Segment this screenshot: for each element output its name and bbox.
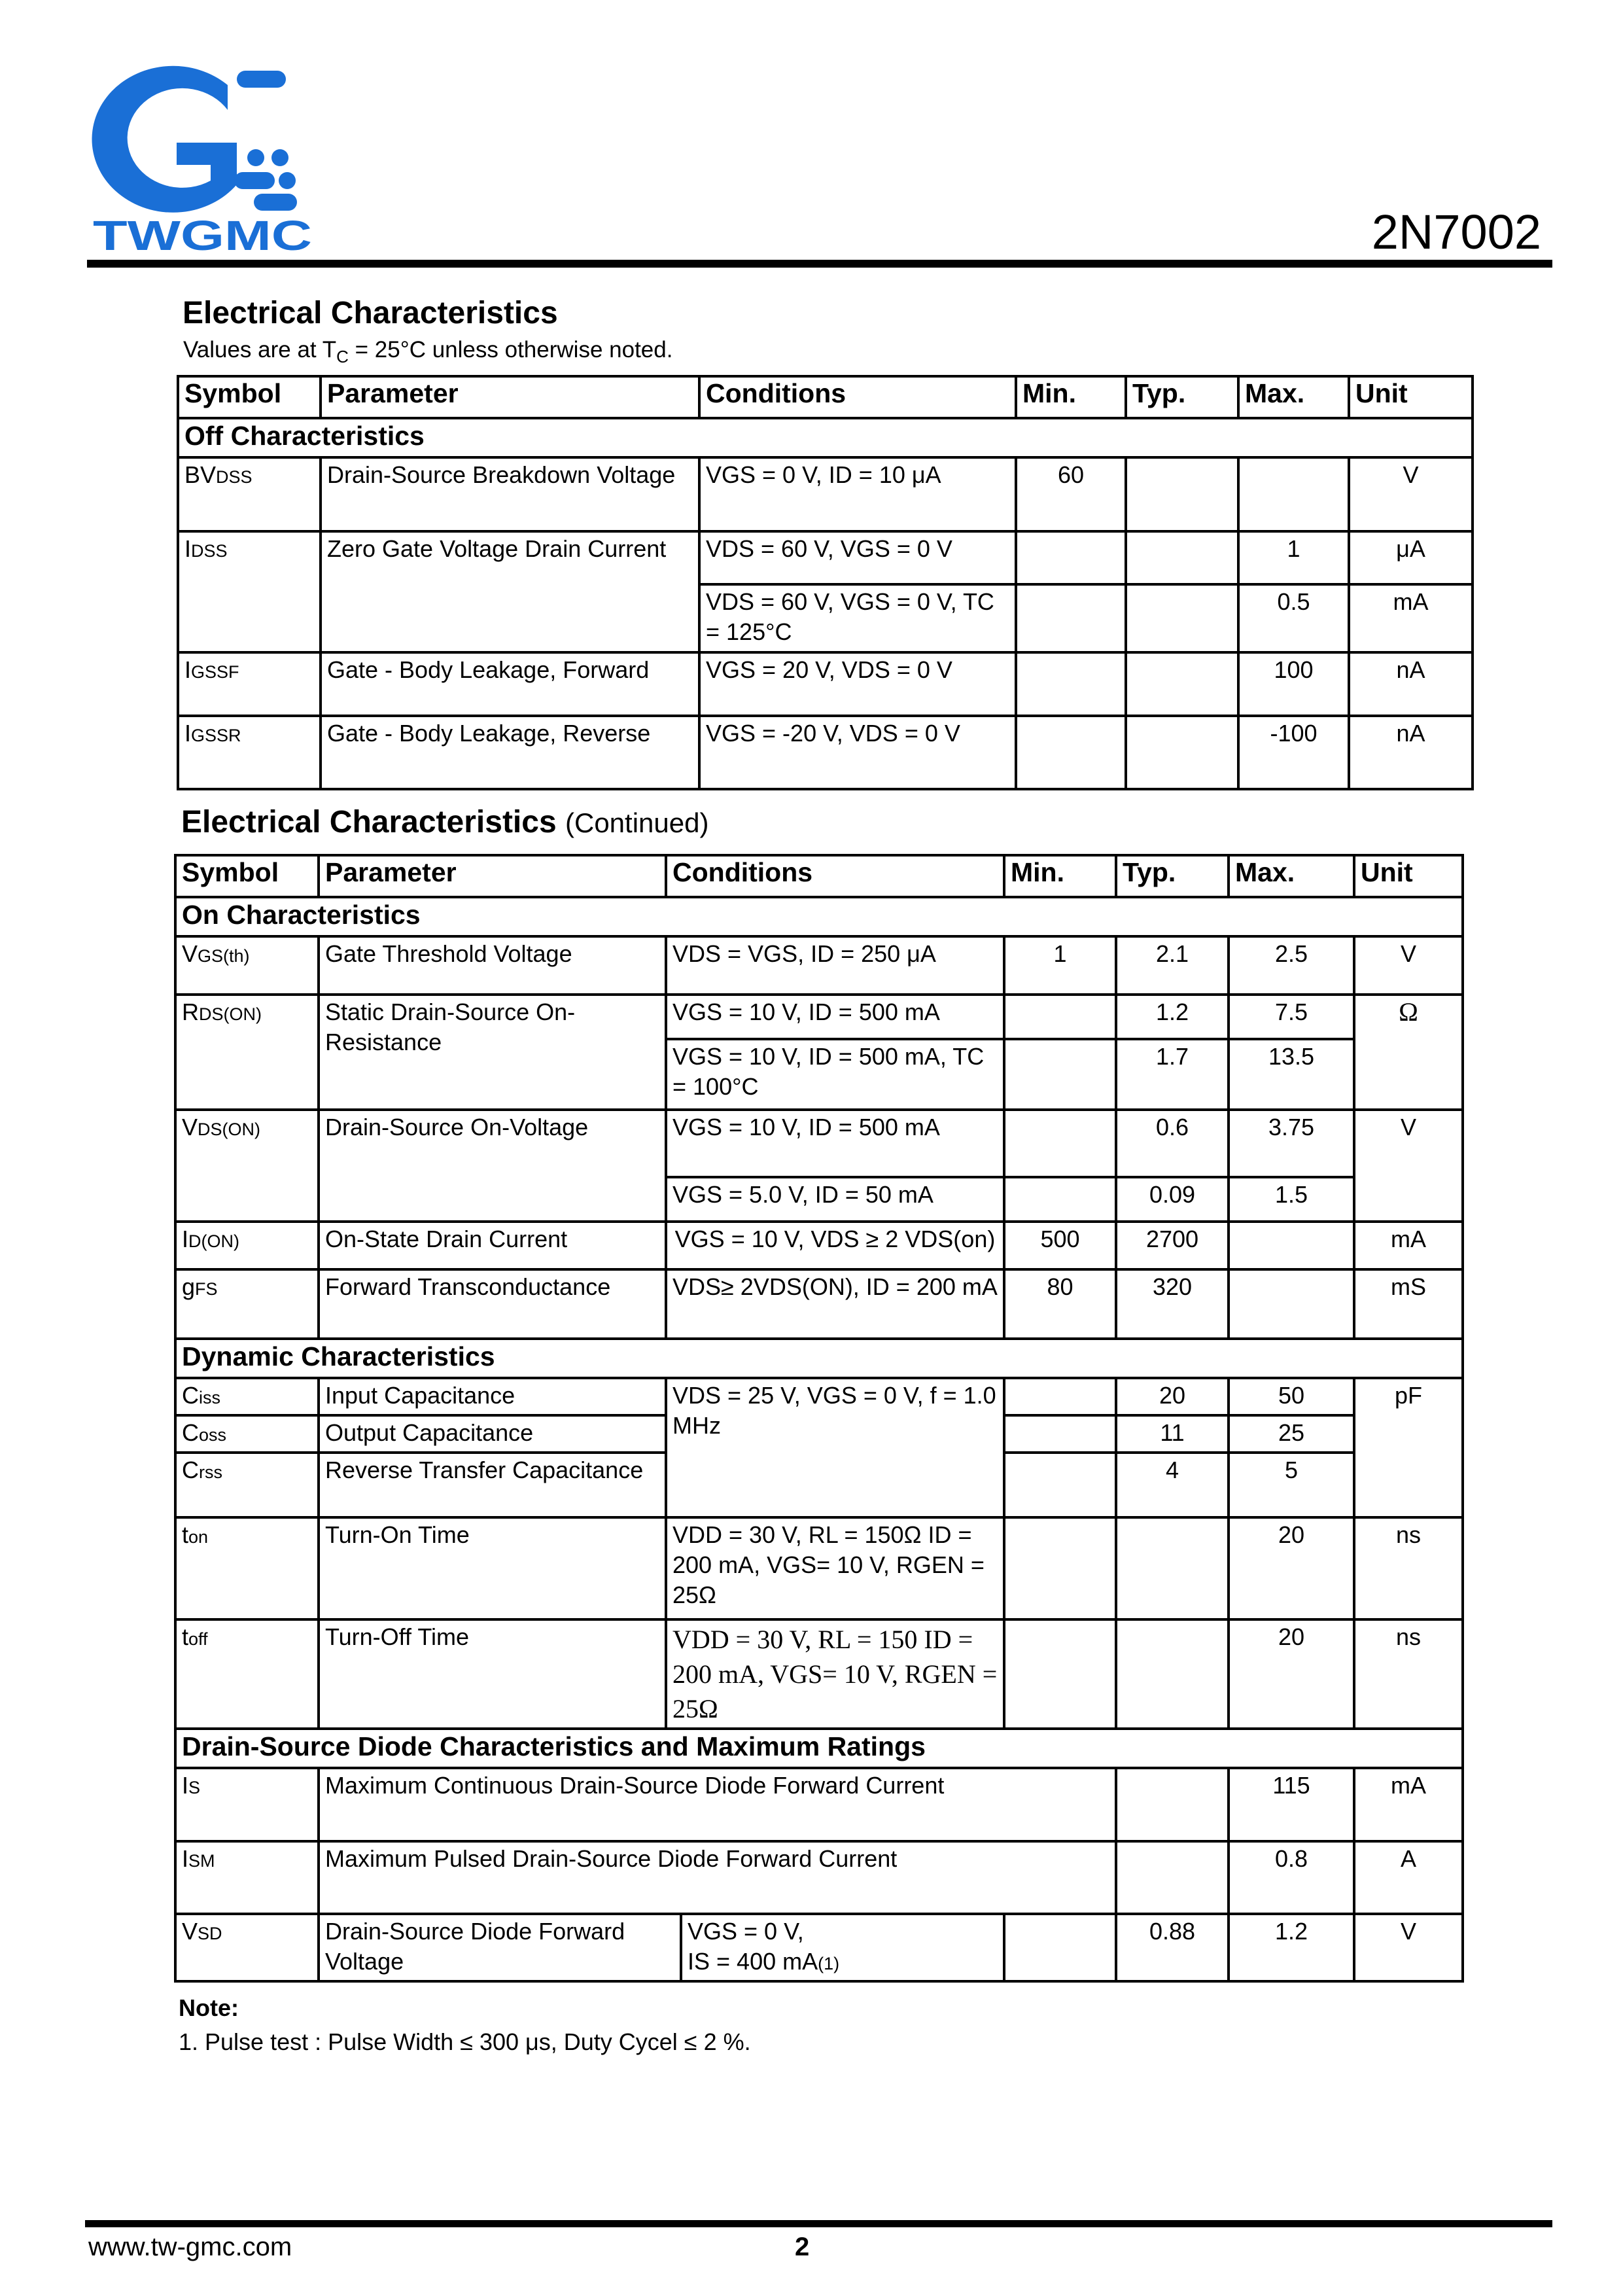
unit-cell: V [1349, 457, 1473, 531]
symbol-main: C [182, 1419, 199, 1446]
logo-text: TWGMC [93, 212, 312, 259]
typ-cell: 0.88 [1116, 1914, 1229, 1981]
typ-cell: 320 [1116, 1269, 1229, 1339]
min-cell: 1 [1004, 936, 1116, 995]
unit-cell: Ω [1354, 995, 1463, 1110]
min-cell [1016, 716, 1126, 789]
conditions-cell: VDS≥ 2VDS(ON), ID = 200 mA [666, 1269, 1004, 1339]
conditions-cell [681, 1914, 1004, 1981]
off-characteristics-table [177, 375, 1474, 790]
section-label: On Characteristics [175, 897, 1463, 936]
conditions-cell: VGS = 20 V, VDS = 0 V [699, 652, 1016, 716]
symbol-main: I [184, 720, 192, 747]
max-cell: 3.75 [1229, 1110, 1354, 1177]
symbol-sub: GSSR [191, 726, 241, 745]
min-cell [1004, 1453, 1116, 1517]
table-row [178, 457, 1473, 531]
symbol-main: I [184, 656, 192, 683]
col-header: Typ. [1126, 376, 1238, 418]
col-header: Max. [1238, 376, 1349, 418]
conditions-cell: VGS = 10 V, ID = 500 mA [666, 995, 1004, 1039]
company-logo [85, 65, 321, 262]
symbol-sub: GSSF [191, 662, 239, 682]
max-cell: 0.8 [1229, 1841, 1354, 1914]
symbol-main: I [182, 1226, 189, 1252]
typ-cell [1126, 457, 1238, 531]
table-row [175, 1517, 1463, 1619]
typ-cell: 1.7 [1116, 1039, 1229, 1110]
symbol-cell [175, 1768, 319, 1841]
symbol-main: I [182, 1845, 189, 1872]
col-header: Symbol [175, 855, 319, 897]
parameter-cell: Maximum Continuous Drain-Source Diode Forward Current [319, 1768, 1116, 1841]
max-cell: 50 [1229, 1378, 1354, 1415]
symbol-cell [178, 457, 321, 531]
typ-cell: 0.6 [1116, 1110, 1229, 1177]
conditions-line-2: IS = 400 mA [688, 1948, 818, 1975]
symbol-cell [178, 652, 321, 716]
typ-cell: 2700 [1116, 1222, 1229, 1269]
symbol-main: C [182, 1457, 199, 1483]
on-dynamic-diode-table [174, 854, 1464, 1983]
table-row [175, 1768, 1463, 1841]
conditions-cell: VDD = 30 V, RL = 150 ID = 200 mA, VGS= 10 V, RGEN = 25Ω [666, 1619, 1004, 1729]
min-cell: 500 [1004, 1222, 1116, 1269]
col-header: Conditions [666, 855, 1004, 897]
parameter-cell: Gate - Body Leakage, Reverse [321, 716, 699, 789]
typ-cell [1126, 584, 1238, 652]
header-rule [87, 260, 1552, 268]
symbol-sub: SM [188, 1851, 215, 1871]
symbol-main: BV [184, 461, 217, 488]
min-cell [1004, 1039, 1116, 1110]
min-cell [1004, 1177, 1116, 1222]
section-row [178, 418, 1473, 457]
typ-cell: 20 [1116, 1378, 1229, 1415]
max-cell: 5 [1229, 1453, 1354, 1517]
unit-cell: mS [1354, 1269, 1463, 1339]
table-row [175, 1378, 1463, 1415]
min-cell [1004, 1517, 1116, 1619]
parameter-cell: Drain-Source On-Voltage [319, 1110, 666, 1222]
max-cell: 115 [1229, 1768, 1354, 1841]
parameter-cell: Input Capacitance [319, 1378, 666, 1415]
min-cell [1004, 1914, 1116, 1981]
conditions-cell: VGS = 5.0 V, ID = 50 mA [666, 1177, 1004, 1222]
parameter-cell: Output Capacitance [319, 1415, 666, 1453]
symbol-main: V [182, 1918, 198, 1945]
symbol-cell [175, 995, 319, 1110]
max-cell [1229, 1222, 1354, 1269]
table-header-row [175, 855, 1463, 897]
symbol-sub: DS(ON) [198, 1120, 261, 1139]
max-cell: 1 [1238, 531, 1349, 584]
unit-cell: ns [1354, 1619, 1463, 1729]
section-row [175, 1729, 1463, 1768]
parameter-cell: Zero Gate Voltage Drain Current [321, 531, 699, 652]
col-header: Parameter [321, 376, 699, 418]
max-cell: 1.5 [1229, 1177, 1354, 1222]
part-number: 2N7002 [1371, 205, 1541, 259]
col-header: Unit [1354, 855, 1463, 897]
section-label: Drain-Source Diode Characteristics and Maximum Ratings [175, 1729, 1463, 1768]
min-cell [1016, 531, 1126, 584]
max-cell: 1.2 [1229, 1914, 1354, 1981]
section1-title-text: Electrical Characteristics [183, 296, 558, 330]
parameter-cell: On-State Drain Current [319, 1222, 666, 1269]
unit-cell: mA [1349, 584, 1473, 652]
symbol-main: I [184, 535, 192, 562]
typ-cell: 11 [1116, 1415, 1229, 1453]
symbol-sub: rss [199, 1462, 222, 1482]
table-row [178, 716, 1473, 789]
col-header: Symbol [178, 376, 321, 418]
note-sub: C [336, 347, 349, 366]
col-header: Conditions [699, 376, 1016, 418]
min-cell [1004, 1415, 1116, 1453]
symbol-cell [175, 1415, 319, 1453]
footnote-ref: (1) [818, 1954, 840, 1973]
col-header: Min. [1016, 376, 1126, 418]
unit-cell: μA [1349, 531, 1473, 584]
col-header: Unit [1349, 376, 1473, 418]
min-cell [1004, 1378, 1116, 1415]
parameter-cell: Static Drain-Source On-Resistance [319, 995, 666, 1110]
col-header: Max. [1229, 855, 1354, 897]
symbol-main: t [182, 1521, 189, 1548]
unit-cell: nA [1349, 652, 1473, 716]
parameter-cell: Drain-Source Diode Forward Voltage [319, 1914, 681, 1981]
conditions-cell: VDS = VGS, ID = 250 μA [666, 936, 1004, 995]
note-prefix: Values are at T [183, 337, 337, 362]
unit-cell: nA [1349, 716, 1473, 789]
symbol-sub: iss [199, 1388, 220, 1407]
parameter-cell: Reverse Transfer Capacitance [319, 1453, 666, 1517]
conditions-cell: VDS = 60 V, VGS = 0 V, TC = 125°C [699, 584, 1016, 652]
symbol-sub: on [188, 1527, 209, 1547]
conditions-cell: VDS = 60 V, VGS = 0 V [699, 531, 1016, 584]
symbol-cell [175, 1222, 319, 1269]
symbol-cell [175, 1453, 319, 1517]
symbol-cell [175, 1269, 319, 1339]
symbol-cell [175, 1841, 319, 1914]
typ-cell [1126, 531, 1238, 584]
page-number: 2 [795, 2233, 810, 2261]
col-header: Min. [1004, 855, 1116, 897]
unit-cell: A [1354, 1841, 1463, 1914]
symbol-sub: oss [199, 1425, 227, 1445]
section1-conditions-note [183, 337, 672, 367]
max-cell: -100 [1238, 716, 1349, 789]
typ-cell [1126, 652, 1238, 716]
symbol-cell [175, 1619, 319, 1729]
section-row [175, 897, 1463, 936]
section1-title [183, 295, 558, 331]
max-cell [1229, 1269, 1354, 1339]
note-suffix: = 25°C unless otherwise noted. [348, 337, 673, 362]
table-row [178, 652, 1473, 716]
max-cell: 100 [1238, 652, 1349, 716]
conditions-cell: VGS = 0 V, ID = 10 μA [699, 457, 1016, 531]
min-cell [1004, 995, 1116, 1039]
min-cell [1004, 1110, 1116, 1177]
typ-cell [1116, 1841, 1229, 1914]
symbol-main: V [182, 940, 198, 967]
typ-cell: 0.09 [1116, 1177, 1229, 1222]
table-row [175, 936, 1463, 995]
symbol-main: g [182, 1273, 196, 1300]
typ-cell [1116, 1768, 1229, 1841]
section2-title [181, 804, 708, 840]
typ-cell: 2.1 [1116, 936, 1229, 995]
symbol-cell [178, 716, 321, 789]
section2-title-suffix: (Continued) [565, 807, 709, 838]
min-cell: 80 [1004, 1269, 1116, 1339]
unit-cell: mA [1354, 1768, 1463, 1841]
symbol-main: t [182, 1623, 189, 1650]
parameter-cell: Turn-Off Time [319, 1619, 666, 1729]
conditions-cell: VDS = 25 V, VGS = 0 V, f = 1.0 MHz [666, 1378, 1004, 1517]
table-row [175, 1914, 1463, 1981]
unit-cell: V [1354, 1110, 1463, 1222]
unit-cell: ns [1354, 1517, 1463, 1619]
note-item: 1. Pulse test : Pulse Width ≤ 300 μs, Duty Cycel ≤ 2 %. [179, 2028, 751, 2055]
typ-cell: 4 [1116, 1453, 1229, 1517]
symbol-sub: FS [195, 1279, 218, 1299]
col-header: Typ. [1116, 855, 1229, 897]
typ-cell [1116, 1619, 1229, 1729]
symbol-cell [175, 1110, 319, 1222]
unit-cell: V [1354, 1914, 1463, 1981]
conditions-cell: VGS = 10 V, ID = 500 mA, TC = 100°C [666, 1039, 1004, 1110]
max-cell: 20 [1229, 1517, 1354, 1619]
max-cell: 7.5 [1229, 995, 1354, 1039]
section-row [175, 1339, 1463, 1378]
symbol-main: V [182, 1114, 198, 1140]
parameter-cell: Maximum Pulsed Drain-Source Diode Forward Current [319, 1841, 1116, 1914]
unit-cell: mA [1354, 1222, 1463, 1269]
symbol-cell [175, 1914, 319, 1981]
max-cell: 2.5 [1229, 936, 1354, 995]
symbol-sub: DS(ON) [199, 1004, 262, 1024]
symbol-sub: off [188, 1629, 208, 1649]
typ-cell [1126, 716, 1238, 789]
max-cell: 13.5 [1229, 1039, 1354, 1110]
table-row [175, 1269, 1463, 1339]
max-cell: 0.5 [1238, 584, 1349, 652]
conditions-cell: VGS = -20 V, VDS = 0 V [699, 716, 1016, 789]
table-header-row [178, 376, 1473, 418]
col-header: Parameter [319, 855, 666, 897]
conditions-line-1: VGS = 0 V, [688, 1918, 804, 1945]
symbol-cell [175, 1517, 319, 1619]
symbol-main: R [182, 998, 199, 1025]
conditions-cell: VGS = 10 V, VDS ≥ 2 VDS(on) [666, 1222, 1004, 1269]
symbol-sub: DSS [216, 467, 253, 487]
unit-cell: pF [1354, 1378, 1463, 1517]
conditions-cell: VDD = 30 V, RL = 150Ω ID = 200 mA, VGS= 10 V, RGEN = 25Ω [666, 1517, 1004, 1619]
table-row [175, 1841, 1463, 1914]
parameter-cell: Gate Threshold Voltage [319, 936, 666, 995]
table-row [175, 1110, 1463, 1177]
symbol-cell [175, 1378, 319, 1415]
parameter-cell: Forward Transconductance [319, 1269, 666, 1339]
min-cell [1004, 1619, 1116, 1729]
footer-url[interactable]: www.tw-gmc.com [88, 2233, 292, 2261]
footer-rule [85, 2220, 1552, 2227]
table-row [175, 1222, 1463, 1269]
min-cell: 60 [1016, 457, 1126, 531]
symbol-main: C [182, 1382, 199, 1409]
note-title: Note: [179, 1994, 239, 2021]
symbol-sub: GS(th) [198, 946, 250, 966]
conditions-cell: VGS = 10 V, ID = 500 mA [666, 1110, 1004, 1177]
parameter-cell: Turn-On Time [319, 1517, 666, 1619]
symbol-sub: S [188, 1778, 201, 1797]
symbol-sub: D(ON) [188, 1231, 239, 1251]
table-row [175, 1619, 1463, 1729]
typ-cell [1116, 1517, 1229, 1619]
max-cell [1238, 457, 1349, 531]
unit-cell: V [1354, 936, 1463, 995]
table-row [178, 531, 1473, 584]
parameter-cell: Drain-Source Breakdown Voltage [321, 457, 699, 531]
symbol-cell [175, 936, 319, 995]
parameter-cell: Gate - Body Leakage, Forward [321, 652, 699, 716]
symbol-sub: DSS [191, 541, 228, 561]
symbol-cell [178, 531, 321, 652]
max-cell: 20 [1229, 1619, 1354, 1729]
symbol-main: I [182, 1772, 189, 1799]
section-label: Dynamic Characteristics [175, 1339, 1463, 1378]
section2-title-text: Electrical Characteristics [181, 805, 557, 839]
min-cell [1016, 652, 1126, 716]
max-cell: 25 [1229, 1415, 1354, 1453]
min-cell [1016, 584, 1126, 652]
typ-cell: 1.2 [1116, 995, 1229, 1039]
section-label: Off Characteristics [178, 418, 1473, 457]
table-row [175, 995, 1463, 1039]
symbol-sub: SD [198, 1924, 222, 1943]
